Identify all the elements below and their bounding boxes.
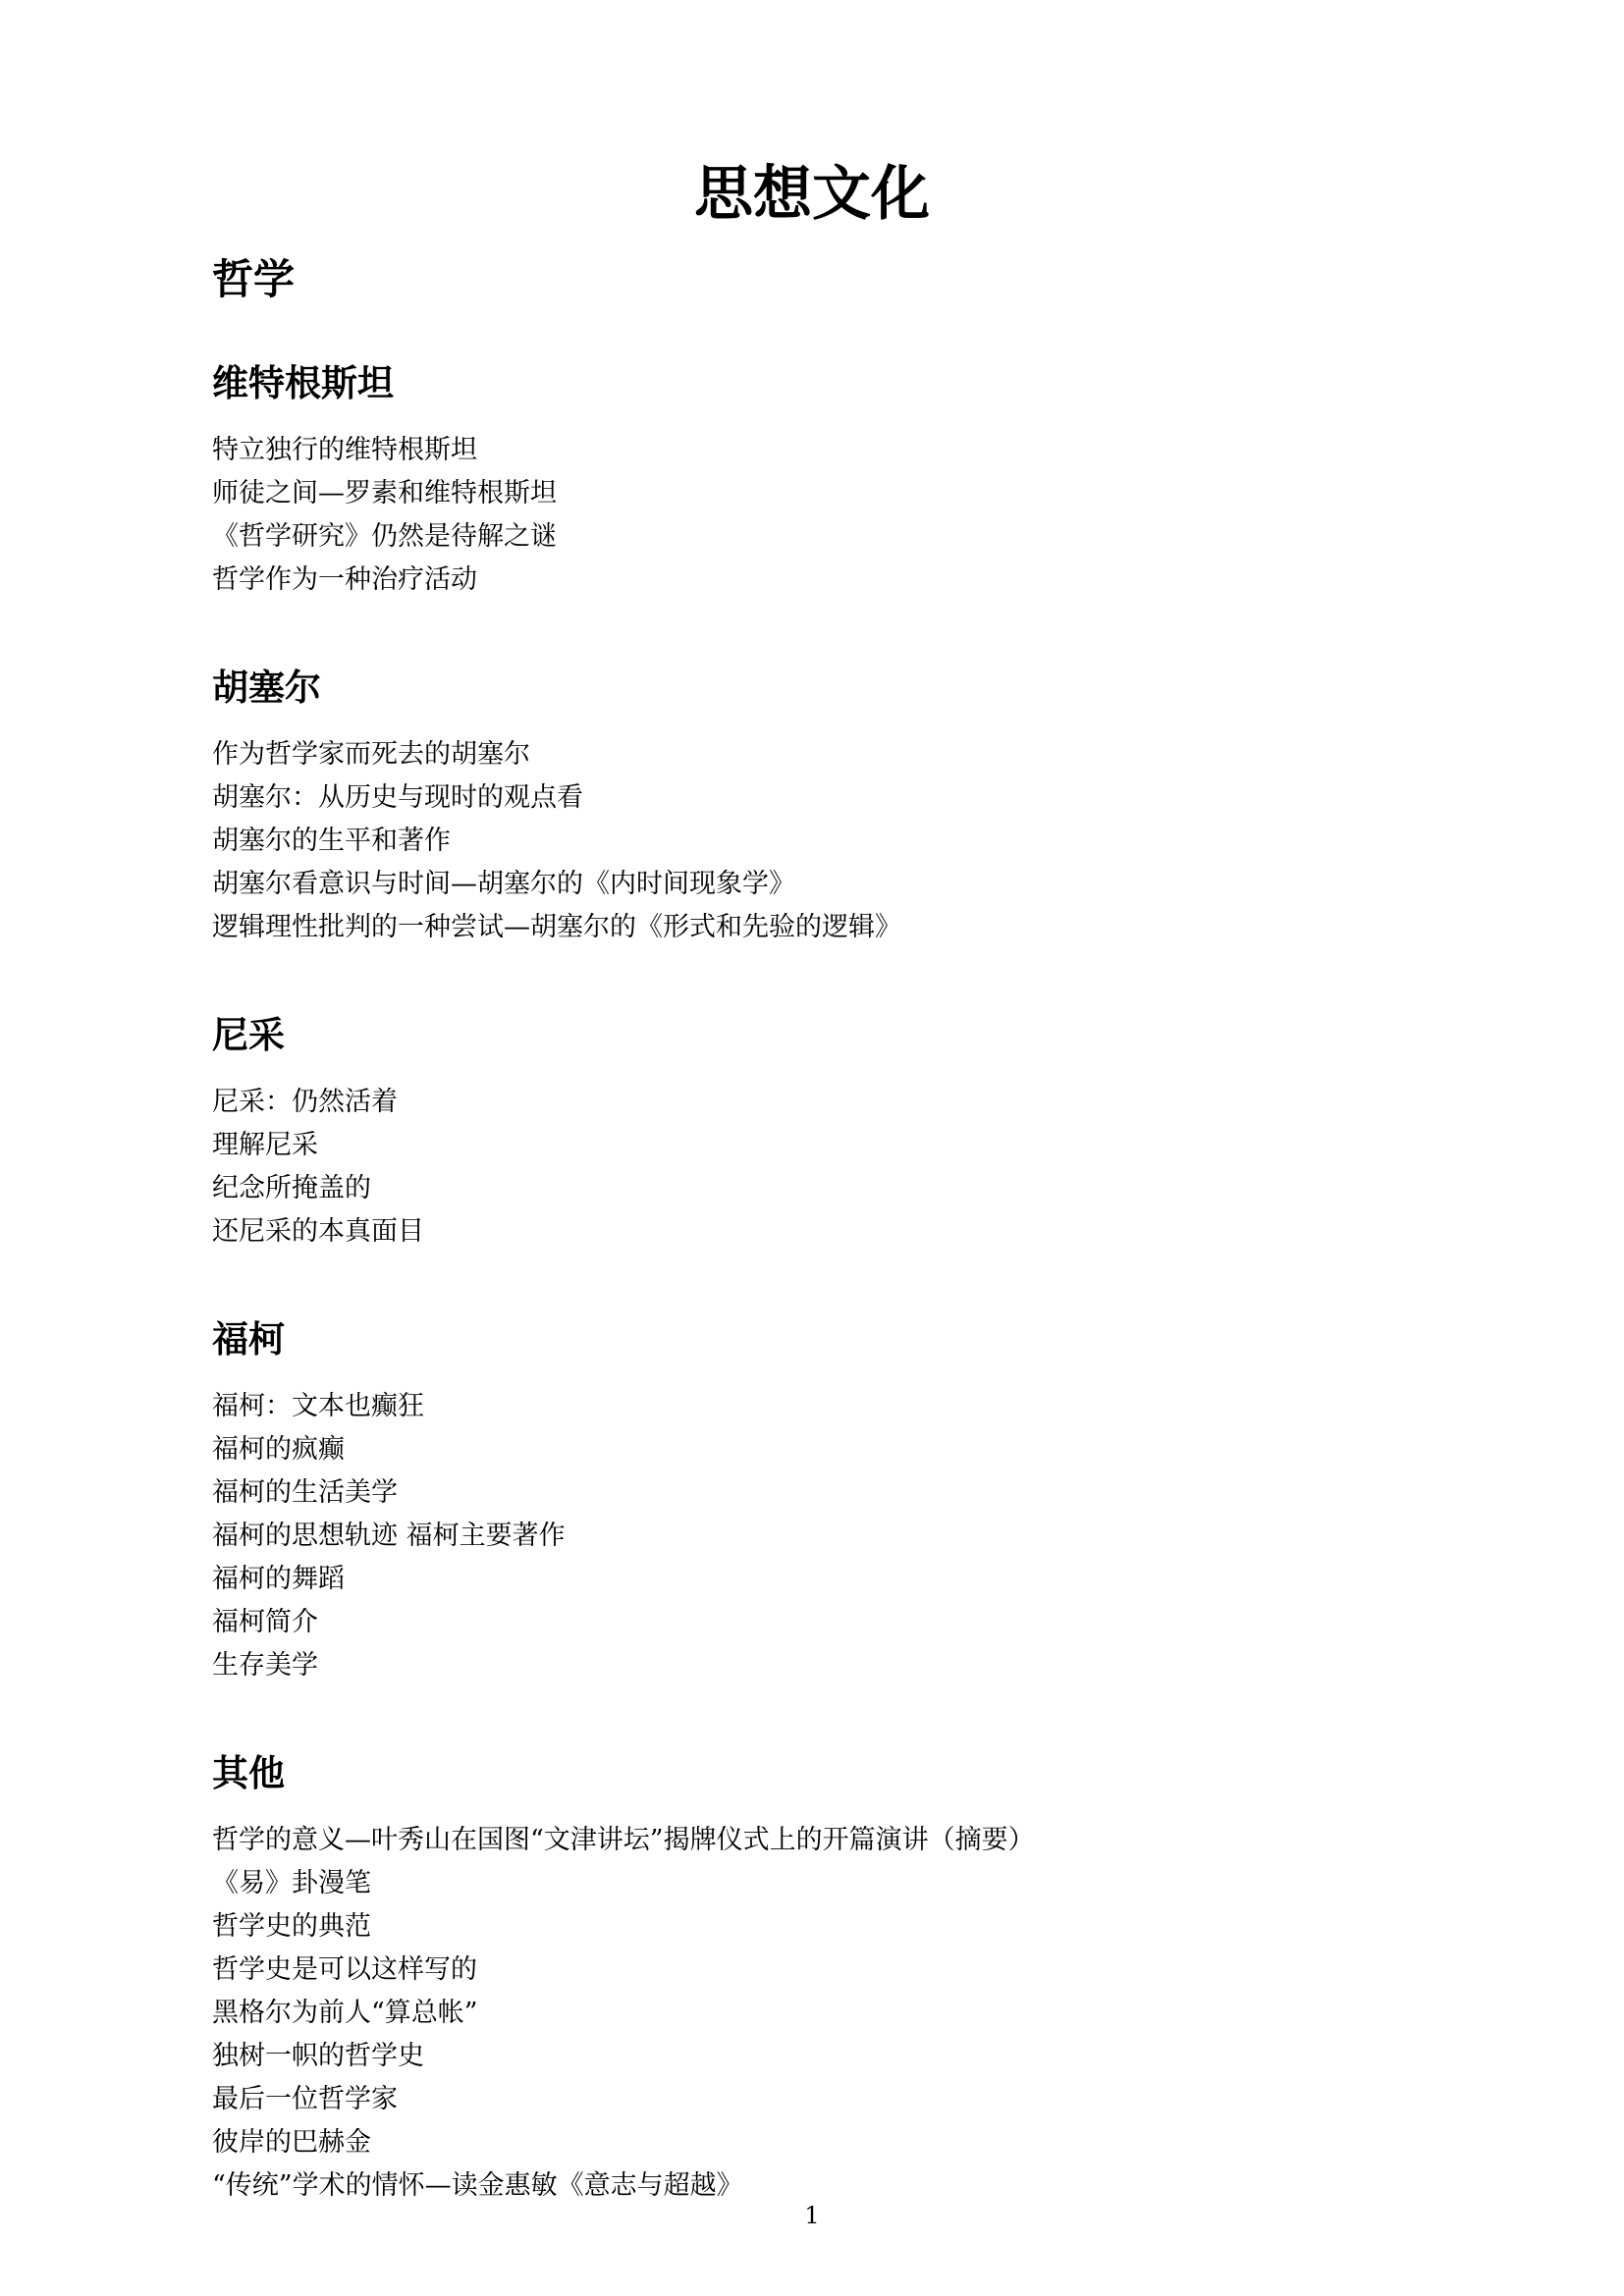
article-title: 胡塞尔的生平和著作 <box>212 826 451 856</box>
section-heading: 其他 <box>212 1752 285 1794</box>
section-heading: 福柯 <box>212 1318 285 1361</box>
article-list <box>212 429 1430 602</box>
article-title: 逻辑理性批判的一种尝试—胡塞尔的《形式和先验的逻辑》 <box>212 912 901 942</box>
article-title: 生存美学 <box>212 1650 318 1681</box>
article-title: 特立独行的维特根斯坦 <box>212 435 477 465</box>
article-title: 胡塞尔看意识与时间—胡塞尔的《内时间现象学》 <box>212 869 795 899</box>
section-heading: 维特根斯坦 <box>212 362 394 404</box>
part-heading-philosophy: 哲学 <box>212 255 296 303</box>
article-title: 师徒之间—罗素和维特根斯坦 <box>212 478 557 508</box>
article-title: 《哲学研究》仍然是待解之谜 <box>212 521 557 552</box>
article-title: “传统”学术的情怀—读金惠敏《意志与超越》 <box>212 2170 743 2201</box>
section-wittgenstein <box>212 356 1430 602</box>
article-title: 哲学史的典范 <box>212 1911 371 1942</box>
section-husserl <box>212 661 1430 949</box>
article-list <box>212 1081 1430 1254</box>
document-body <box>212 250 1430 2267</box>
page-title: 思想文化 <box>694 160 930 229</box>
article-title: 胡塞尔：从历史与现时的观点看 <box>212 782 583 813</box>
article-title: 福柯的舞蹈 <box>212 1564 345 1594</box>
section-heading: 胡塞尔 <box>212 667 321 709</box>
article-title: 哲学史是可以这样写的 <box>212 1954 477 1985</box>
article-list <box>212 1819 1430 2208</box>
article-title: 独树一帜的哲学史 <box>212 2041 424 2071</box>
article-title: 最后一位哲学家 <box>212 2084 398 2114</box>
section-other <box>212 1746 1430 2208</box>
article-title: 哲学的意义—叶秀山在国图“文津讲坛”揭牌仪式上的开篇演讲（摘要） <box>212 1825 1035 1855</box>
article-title: 福柯：文本也癫狂 <box>212 1391 424 1421</box>
article-title: 福柯简介 <box>212 1607 318 1637</box>
article-list <box>212 733 1430 949</box>
section-nietzsche <box>212 1008 1430 1254</box>
section-foucault <box>212 1312 1430 1687</box>
article-title: 理解尼采 <box>212 1130 318 1160</box>
article-title: 作为哲学家而死去的胡塞尔 <box>212 739 530 770</box>
article-title: 福柯的疯癫 <box>212 1434 345 1465</box>
article-title: 福柯的生活美学 <box>212 1477 398 1508</box>
article-list <box>212 1385 1430 1687</box>
article-title: 还尼采的本真面目 <box>212 1216 424 1247</box>
article-title: 彼岸的巴赫金 <box>212 2127 371 2158</box>
page-number: 1 <box>804 2202 820 2229</box>
article-title: 尼采：仍然活着 <box>212 1087 398 1117</box>
article-title: 哲学作为一种治疗活动 <box>212 564 477 595</box>
section-heading: 尼采 <box>212 1014 285 1056</box>
article-title: 纪念所掩盖的 <box>212 1173 371 1203</box>
article-title: 福柯的思想轨迹 福柯主要著作 <box>212 1521 566 1551</box>
article-title: 黑格尔为前人“算总帐” <box>212 1998 478 2028</box>
article-title: 《易》卦漫笔 <box>212 1868 371 1898</box>
